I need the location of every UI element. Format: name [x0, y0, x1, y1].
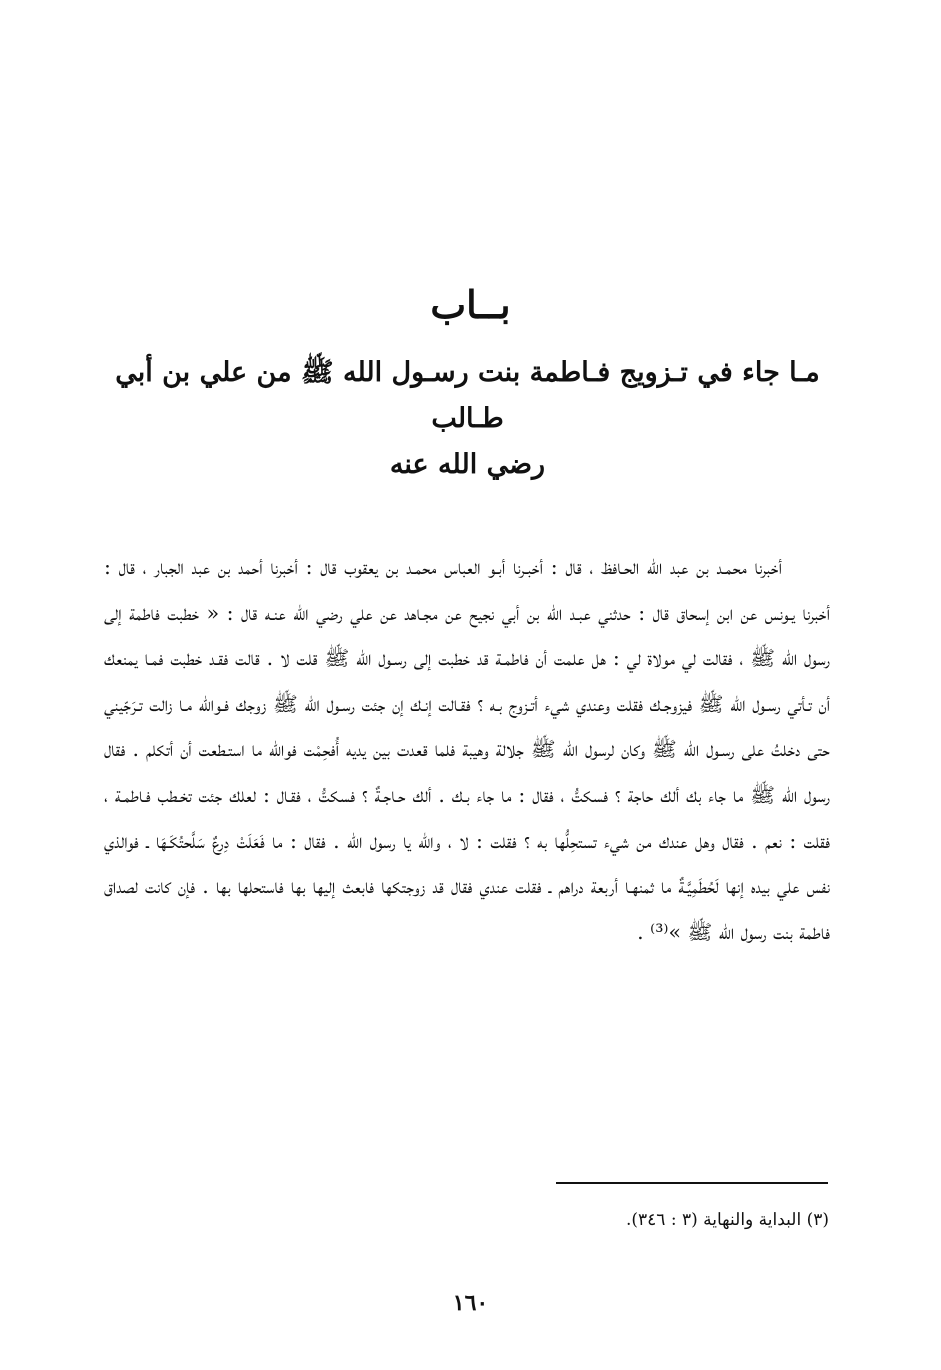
page-number: ١٦٠ [452, 1290, 489, 1316]
chapter-title-line-1: مـا جاء في تـزويج فـاطمة بنت رسـول الله ﷺ من علي بن أبي طـالب [115, 357, 820, 434]
footnote: (٣) البداية والنهاية (٣ : ٣٤٦). [625, 1210, 829, 1230]
chapter-title-line-2: رضي الله عنه [389, 449, 546, 480]
chapter-title [100, 350, 835, 488]
footnote-divider [556, 1182, 828, 1184]
body-paragraph-text: أخبرنا محمـد بن عبد الله الحـافظ ، قال : أخبـرنا أبـو العباس محمـد بن يعقوب قال : أخبرنا أحمد بن عبد الجبار ، قال : أخبرنا يـونس عن ابن إسحاق قال : حدثني عبـد الله بن أبي نجيح عن مجـاهد عن علي رضي الله عنـه قال : « خطبت فاطمة إلى رسول الله ﷺ ، فقالت لي مولاة لي : هل علمت أن فاطمـة قد خطبت إلى رسـول الله ﷺ قلت لا . قالت فقـد خطبت فمـا يمنعك أن تـأتي رسـول الله ﷺ فيزوجـك فقلت وعندي شيء أتـزوج بـه ؟ فقـالت إنـك إن جئت رسـول الله ﷺ زوجك فـوالله مـا زالت تـرَجّيني حتى دخلتُ على رسـول الله ﷺ وكان لرسول الله ﷺ جلالة وهيبة فلما قعدت بين يديه أُفحِمْت فوالله ما استـطعت أن أتكلم . فقال رسول الله ﷺ ما جاء بك ألك حاجة ؟ فسكتُّ ، فقال : ما جاء بـك . ألك حـاجـةٌ ؟ فسكتُّ ، فقـال : لعلك جئت تخـطب فـاطمـة ، فقلت : نعم . فقال وهل عندك من شيء تستحِلُّها به ؟ فقلت : لا ، والله يا رسول الله . فقال : ما فَعَلَتْ دِرعٌ سَلَّحتُكَـهَا ـ فوالذي نفس علي بيده إنها لَحُطَمِيَّـةٌ ما ثمنهـا أربعة دراهم ـ فقلت عندي فقال قد زوجتكها فابعث إليها بها فاستحلها بها . فإن كانت لصداق فاطمة بنت رسول الله ﷺ »⁽³⁾ . [104, 555, 830, 944]
chapter-label: بــاب [430, 282, 511, 327]
body-paragraph [104, 545, 830, 955]
